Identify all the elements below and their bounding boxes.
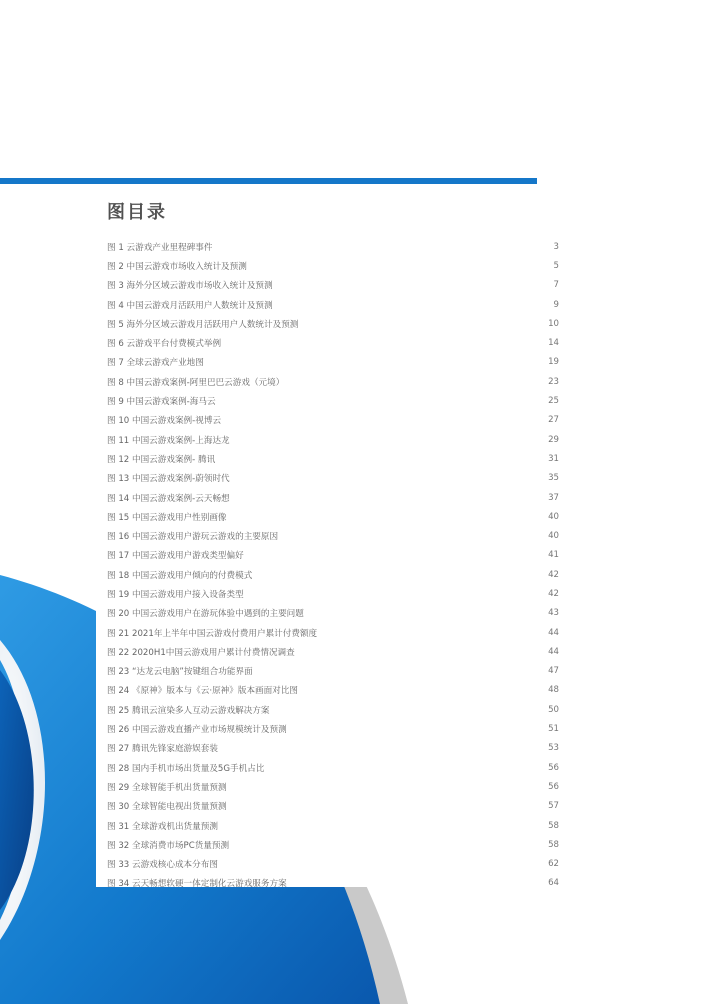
toc-entry[interactable] [107,739,559,758]
toc-entry-page-number: 43 [548,608,559,619]
toc-entry-page-number: 27 [548,415,559,426]
toc-entry-label: 图 8 中国云游戏案例-阿里巴巴云游戏（元境） [107,377,285,388]
toc-entry[interactable] [107,681,559,700]
toc-entry-page-number: 48 [548,685,559,696]
toc-entry[interactable] [107,623,559,642]
toc-entry-label: 图 13 中国云游戏案例-蔚领时代 [107,474,230,485]
toc-entry-page-number: 5 [553,260,559,271]
toc-entry-page-number: 50 [548,704,559,715]
toc-entry-label: 图 17 中国云游戏用户游戏类型偏好 [107,551,244,562]
toc-entry[interactable] [107,797,559,816]
toc-entry-label: 图 18 中国云游戏用户倾向的付费模式 [107,570,253,581]
toc-entry[interactable] [107,488,559,507]
toc-entry-label: 图 20 中国云游戏用户在游玩体验中遇到的主要问题 [107,609,304,620]
toc-entry[interactable] [107,546,559,565]
toc-entry-label: 图 24 《原神》版本与《云·原神》版本画面对比图 [107,686,299,697]
toc-entry-label: 图 12 中国云游戏案例- 腾讯 [107,454,216,465]
toc-entry[interactable] [107,642,559,661]
toc-entry[interactable] [107,874,559,893]
toc-entry-page-number: 56 [548,762,559,773]
toc-entry[interactable] [107,430,559,449]
toc-entry[interactable] [107,507,559,526]
toc-entry-label: 图 27 腾讯先锋家庭游娱套装 [107,744,218,755]
toc-entry-label: 图 22 2020H1中国云游戏用户累计付费情况调查 [107,647,295,658]
toc-entry-page-number: 56 [548,781,559,792]
toc-entry-page-number: 14 [548,338,559,349]
toc-entry-page-number: 53 [548,743,559,754]
toc-entry-page-number: 7 [553,280,559,291]
toc-entry-label: 图 16 中国云游戏用户游玩云游戏的主要原因 [107,532,279,543]
toc-entry[interactable] [107,314,559,333]
toc-entry[interactable] [107,276,559,295]
toc-entry-label: 图 31 全球游戏机出货量预测 [107,821,218,832]
page-title: 图目录 [107,202,167,223]
toc-entry[interactable] [107,411,559,430]
toc-entry-page-number: 62 [548,859,559,870]
toc-entry[interactable] [107,719,559,738]
toc-entry-label: 图 4 中国云游戏月活跃用户人数统计及预测 [107,300,273,311]
toc-entry[interactable] [107,295,559,314]
toc-entry-label: 图 10 中国云游戏案例-视博云 [107,416,222,427]
toc-entry-label: 图 19 中国云游戏用户接入设备类型 [107,589,244,600]
toc-entry[interactable] [107,816,559,835]
toc-entry-page-number: 19 [548,357,559,368]
toc-entry-page-number: 64 [548,878,559,889]
toc-entry-label: 图 32 全球消费市场PC货量预测 [107,840,230,851]
toc-entry-page-number: 9 [553,299,559,310]
toc-entry[interactable] [107,449,559,468]
toc-entry[interactable] [107,237,559,256]
toc-entry[interactable] [107,835,559,854]
toc-entry-label: 图 2 中国云游戏市场收入统计及预测 [107,261,247,272]
toc-entry-page-number: 41 [548,550,559,561]
toc-entry[interactable] [107,604,559,623]
toc-entry-page-number: 3 [553,241,559,252]
toc-entry-label: 图 34 云天畅想软硬一体定制化云游戏服务方案 [107,879,287,890]
toc-entry-page-number: 23 [548,376,559,387]
toc-entry-page-number: 58 [548,820,559,831]
toc-entry-label: 图 28 国内手机市场出货量及5G手机占比 [107,763,265,774]
toc-entry-page-number: 42 [548,569,559,580]
toc-entry-page-number: 25 [548,396,559,407]
toc-entry-label: 图 26 中国云游戏直播产业市场规模统计及预测 [107,725,287,736]
toc-entry-page-number: 40 [548,511,559,522]
toc-entry[interactable] [107,758,559,777]
toc-entry[interactable] [107,855,559,874]
toc-entry[interactable] [107,584,559,603]
toc-entry-label: 图 23 “达龙云电脑”按键组合功能界面 [107,667,253,678]
toc-entry-page-number: 57 [548,801,559,812]
toc-entry-label: 图 5 海外分区域云游戏月活跃用户人数统计及预测 [107,319,299,330]
toc-entry-label: 图 25 腾讯云渲染多人互动云游戏解决方案 [107,705,270,716]
toc-entry-page-number: 47 [548,666,559,677]
toc-entry-page-number: 37 [548,492,559,503]
toc-entry-page-number: 42 [548,588,559,599]
toc-entry-page-number: 40 [548,531,559,542]
toc-entry-label: 图 11 中国云游戏案例-上海达龙 [107,435,230,446]
toc-entry-page-number: 10 [548,318,559,329]
toc-entry[interactable] [107,333,559,352]
toc-entry-label: 图 14 中国云游戏案例-云天畅想 [107,493,230,504]
toc-entry[interactable] [107,353,559,372]
toc-entry-page-number: 35 [548,473,559,484]
toc-entry[interactable] [107,526,559,545]
toc-entry-page-number: 44 [548,646,559,657]
toc-entry[interactable] [107,256,559,275]
toc-entry[interactable] [107,662,559,681]
toc-entry[interactable] [107,777,559,796]
toc-entry-page-number: 51 [548,724,559,735]
toc-entry[interactable] [107,565,559,584]
toc-entry-label: 图 15 中国云游戏用户性别画像 [107,512,227,523]
toc-entry[interactable] [107,372,559,391]
toc-entry-label: 图 33 云游戏核心成本分布图 [107,860,218,871]
toc-entry[interactable] [107,391,559,410]
toc-entry-label: 图 6 云游戏平台付费模式举例 [107,339,222,350]
toc-entry[interactable] [107,469,559,488]
toc-entry-label: 图 21 2021年上半年中国云游戏付费用户累计付费额度 [107,628,318,639]
figure-list [107,237,559,893]
toc-entry-label: 图 7 全球云游戏产业地图 [107,358,204,369]
toc-entry-label: 图 3 海外分区域云游戏市场收入统计及预测 [107,281,273,292]
toc-entry-page-number: 58 [548,839,559,850]
toc-entry-page-number: 29 [548,434,559,445]
toc-entry-label: 图 30 全球智能电视出货量预测 [107,802,227,813]
toc-entry[interactable] [107,700,559,719]
toc-entry-label: 图 1 云游戏产业里程碑事件 [107,242,213,253]
toc-entry-label: 图 29 全球智能手机出货量预测 [107,782,227,793]
toc-entry-page-number: 31 [548,453,559,464]
toc-entry-label: 图 9 中国云游戏案例-海马云 [107,397,216,408]
toc-entry-page-number: 44 [548,627,559,638]
